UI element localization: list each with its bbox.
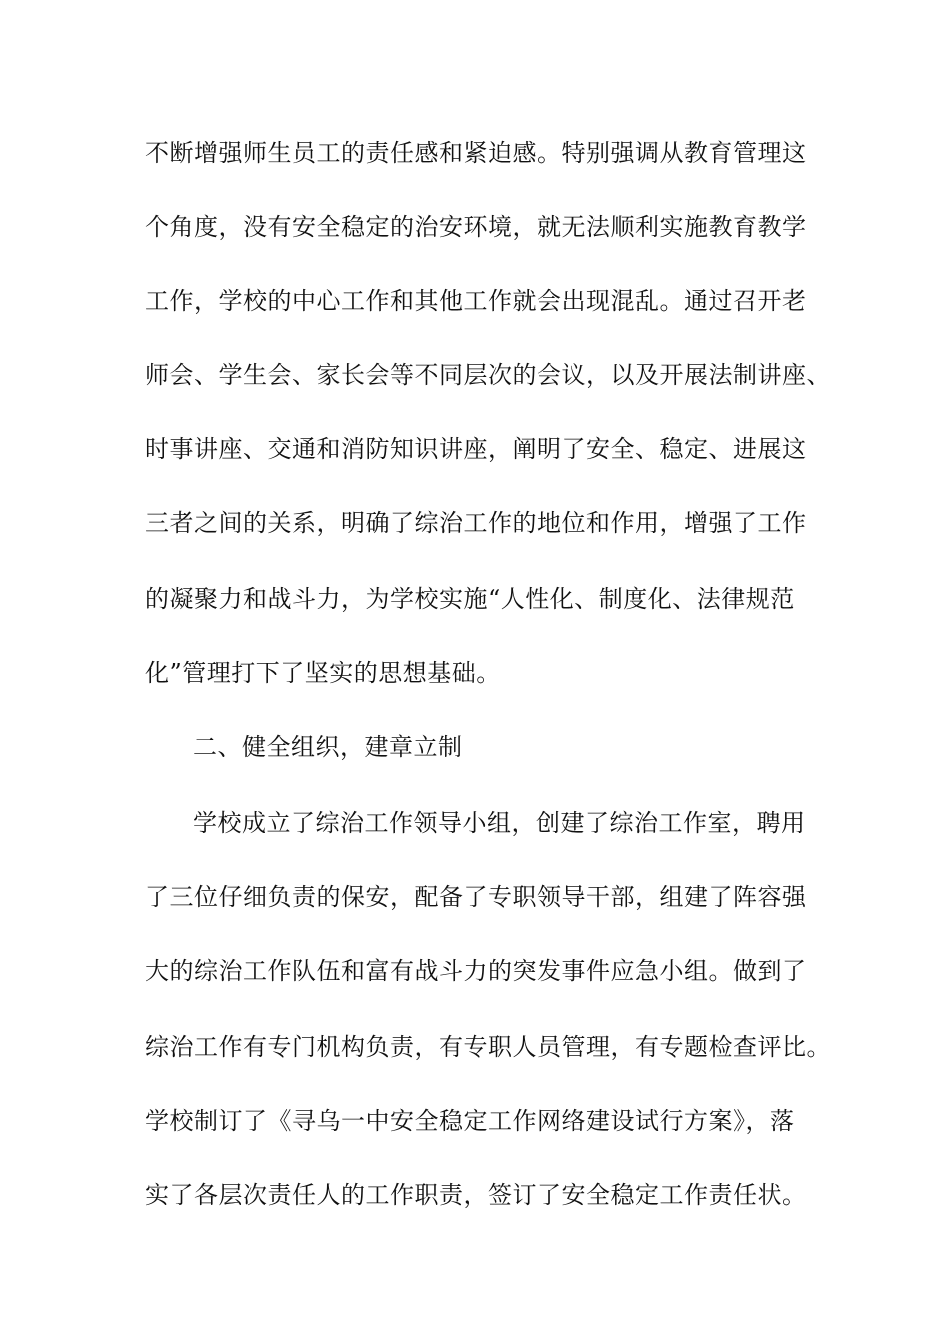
text-line-8: 化”管理打下了坚实的思想基础。 <box>145 659 501 687</box>
text-line-6: 三者之间的关系，明确了综治工作的地位和作用，增强了工作 <box>145 509 807 537</box>
text-line-13: 综治工作有专门机构负责，有专职人员管理，有专题检查评比。 <box>145 1033 831 1061</box>
text-line-5: 时事讲座、交通和消防知识讲座，阐明了安全、稳定、进展这 <box>145 435 807 463</box>
text-line-15: 实了各层次责任人的工作职责，签订了安全稳定工作责任状。 <box>145 1181 807 1209</box>
text-line-12: 大的综治工作队伍和富有战斗力的突发事件应急小组。做到了 <box>145 957 807 985</box>
text-line-7: 的凝聚力和战斗力，为学校实施“人性化、制度化、法律规范 <box>145 585 795 613</box>
text-line-10: 学校成立了综治工作领导小组，创建了综治工作室，聘用 <box>193 809 806 837</box>
text-line-2: 个角度，没有安全稳定的治安环境，就无法顺利实施教育教学 <box>145 213 807 241</box>
text-line-4: 师会、学生会、家长会等不同层次的会议，以及开展法制讲座、 <box>145 361 831 389</box>
section-heading: 二、健全组织，建章立制 <box>193 733 463 761</box>
text-line-14: 学校制订了《寻乌一中安全稳定工作网络建设试行方案》，落 <box>145 1107 795 1135</box>
text-line-3: 工作，学校的中心工作和其他工作就会出现混乱。通过召开老 <box>145 287 807 315</box>
text-line-11: 了三位仔细负责的保安，配备了专职领导干部，组建了阵容强 <box>145 883 807 911</box>
text-line-1: 不断增强师生员工的责任感和紧迫感。特别强调从教育管理这 <box>145 139 807 167</box>
